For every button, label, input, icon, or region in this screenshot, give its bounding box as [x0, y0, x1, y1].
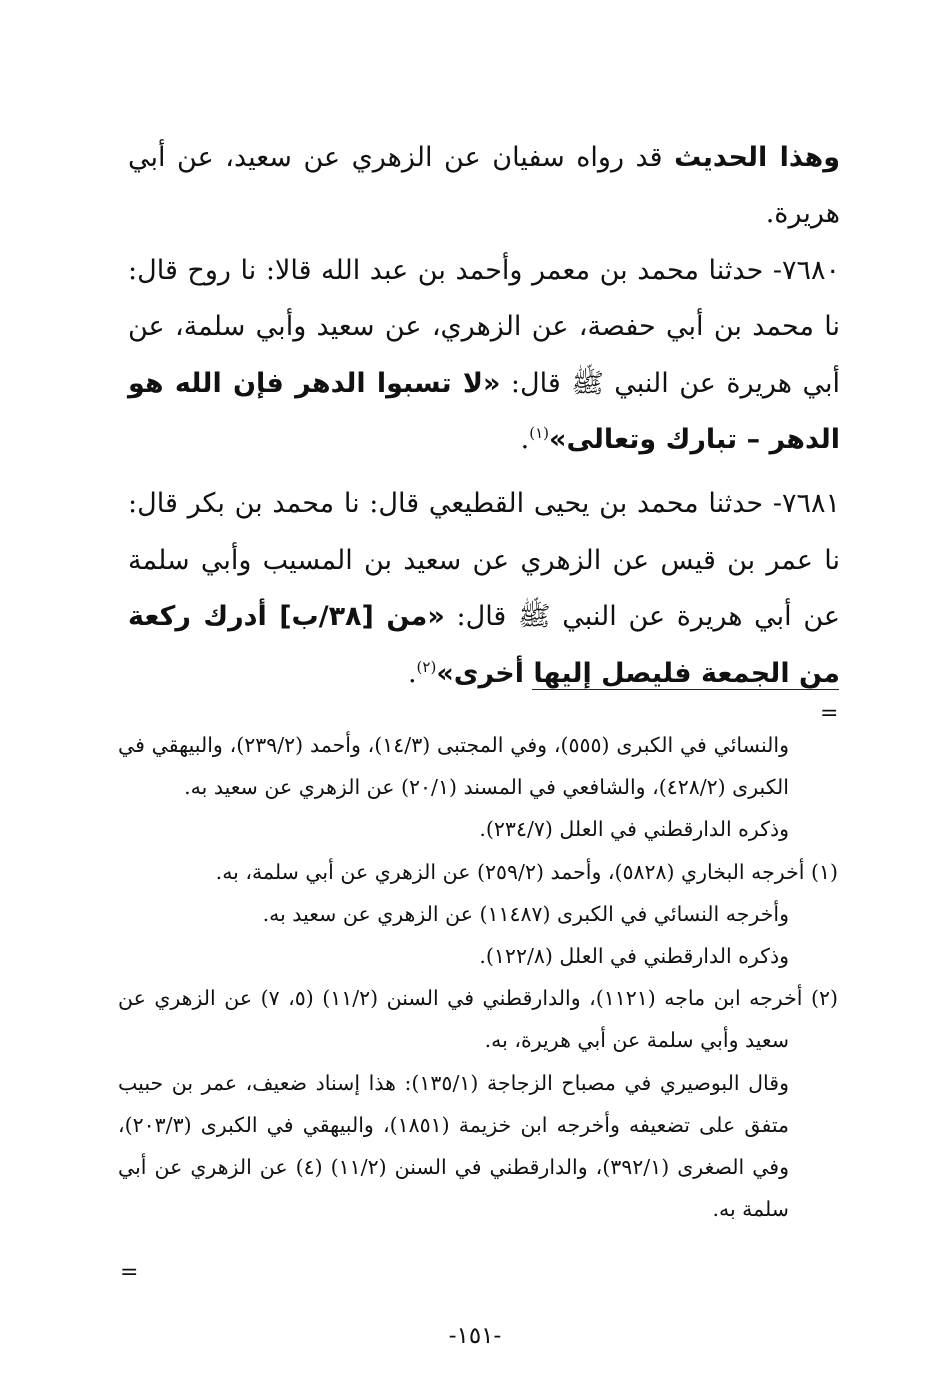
hadith-7680-isnad: ٧٦٨٠- حدثنا محمد بن معمر وأحمد بن عبد الله قالا: نا روح قال: نا محمد بن أبي حفصة، عن الزهري، عن سعيد وأبي سلمة، عن أبي هريرة عن النبي ﷺ قال: [128, 254, 840, 399]
intro-paragraph [128, 130, 840, 243]
footnote-2: (٢) أخرجه ابن ماجه (١١٢١)، والدارقطني في السنن (١١/٢) (٥، ٧) عن الزهري عن سعيد وأبي سلمة عن أبي هريرة، به. [118, 986, 838, 1053]
footnote-1: (١) أخرجه البخاري (٥٨٢٨)، وأحمد (٢٥٩/٢) عن الزهري عن أبي سلمة، به. [215, 859, 838, 884]
hadith-7681 [128, 476, 840, 702]
hadith-7680 [128, 243, 840, 469]
footnotes [118, 724, 838, 1230]
footnote-continued-mark: = [820, 701, 839, 726]
hadith-7681-end: . [407, 657, 417, 689]
page-number: -١٥١- [448, 1323, 502, 1349]
hadith-7681-isnad: ٧٦٨١- حدثنا محمد بن يحيى القطيعي قال: نا محمد بن بكر قال: نا عمر بن قيس عن الزهري عن سعيد بن المسيب وأبي سلمة عن أبي هريرة عن النبي ﷺ قال: [128, 488, 840, 633]
intro-bold-phrase: وهذا الحديث [674, 142, 840, 173]
footnote-1-line: وذكره الدارقطني في العلل (١٢٢/٨). [479, 944, 789, 969]
hadith-7680-end: . [520, 424, 530, 456]
footnote-1-line: وأخرجه النسائي في الكبرى (١١٤٨٧) عن الزهري عن سعيد به. [262, 901, 789, 926]
hadith-7680-matn: «لا تسبوا الدهر فإن الله هو الدهر – تبارك وتعالى» [128, 367, 840, 456]
main-text [128, 130, 840, 702]
intro-text: قد رواه سفيان عن الزهري عن سعيد، عن أبي هريرة. [128, 142, 840, 230]
footnote-2-line: وقال البوصيري في مصباح الزجاجة (١٣٥/١): هذا إسناد ضعيف، عمر بن حبيب متفق على تضعيفه وأخرجه ابن خزيمة (١٨٥١)، والبيهقي في الكبرى (٢٠٣/٣)، وفي الصغرى (٣٩٢/١)، والدارقطني في السنن (١١/٢) (٤) عن الزهري عن أبي سلمة به. [118, 1070, 790, 1222]
footnote-continues-mark: = [120, 1260, 139, 1285]
footnote-ref-1[interactable]: (١) [529, 424, 549, 443]
footnote-continued-line: والنسائي في الكبرى (٥٥٥)، وفي المجتبى (١٤/٣)، وأحمد (٢٣٩/٢)، والبيهقي في الكبرى (٤٢٨/٢)، والشافعي في المسند (٢٠/١) عن الزهري عن سعيد به. [118, 733, 789, 800]
footnote-separator [532, 689, 839, 690]
footnote-ref-2[interactable]: (٢) [416, 657, 437, 676]
footnote-continued-line: وذكره الدارقطني في العلل (٢٣٤/٧). [479, 817, 789, 842]
hadith-7681-matn: «من [٣٨/ب] أدرك ركعة من الجمعة فليصل إليها أخرى» [128, 601, 840, 689]
